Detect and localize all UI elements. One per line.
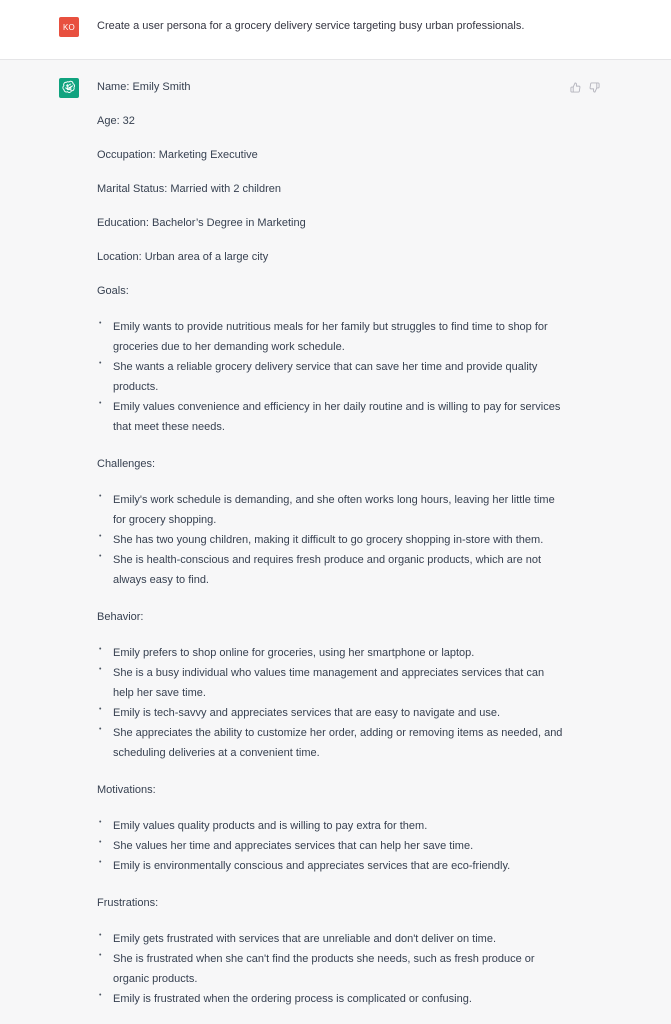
list-item: • Emily gets frustrated with services that are unreliable and don't deliver on time. (97, 929, 567, 949)
challenges-list (97, 490, 567, 590)
list-item: • She has two young children, making it difficult to go grocery shopping in-store with them. (97, 530, 567, 550)
list-item: • Emily wants to provide nutritious meals for her family but struggles to find time to shop for groceries due to her demanding work schedule. (97, 317, 567, 357)
user-message-text: Create a user persona for a grocery delivery service targeting busy urban professionals. (97, 20, 525, 32)
user-message-row (0, 0, 671, 60)
list-item: • Emily values quality products and is willing to pay extra for them. (97, 816, 567, 836)
section-title-behavior: Behavior: (97, 611, 144, 623)
list-item: • Emily prefers to shop online for groceries, using her smartphone or laptop. (97, 643, 567, 663)
thumbs-up-icon[interactable] (570, 80, 581, 91)
feedback-buttons (570, 80, 600, 91)
list-item: • She is frustrated when she can't find the products she needs, such as fresh produce or organic products. (97, 949, 567, 989)
list-item: • Emily's work schedule is demanding, and she often works long hours, leaving her little time for grocery shopping. (97, 490, 567, 530)
list-item: • Emily is tech-savvy and appreciates services that are easy to navigate and use. (97, 703, 567, 723)
section-title-goals: Goals: (97, 285, 129, 297)
persona-name: Name: Emily Smith (97, 81, 191, 93)
persona-age: Age: 32 (97, 115, 135, 127)
assistant-avatar (59, 78, 79, 98)
section-title-challenges: Challenges: (97, 458, 156, 470)
goals-list (97, 317, 567, 437)
assistant-message-row (0, 60, 671, 1024)
list-item: • Emily is frustrated when the ordering process is complicated or confusing. (97, 989, 567, 1009)
persona-location: Location: Urban area of a large city (97, 251, 269, 263)
persona-occupation: Occupation: Marketing Executive (97, 149, 258, 161)
list-item: • Emily values convenience and efficiency in her daily routine and is willing to pay for services that meet these needs. (97, 397, 567, 437)
list-item: • Emily is environmentally conscious and appreciates services that are eco-friendly. (97, 856, 567, 876)
list-item: • She wants a reliable grocery delivery service that can save her time and provide quality products. (97, 357, 567, 397)
section-title-frustrations: Frustrations: (97, 897, 159, 909)
section-title-motivations: Motivations: (97, 784, 156, 796)
user-avatar-initials: KO (63, 22, 75, 32)
assistant-response (97, 80, 567, 1024)
persona-marital-status: Marital Status: Married with 2 children (97, 183, 282, 195)
list-item: • She appreciates the ability to customize her order, adding or removing items as needed, and scheduling deliveries at a convenient time. (97, 723, 567, 763)
user-avatar (59, 17, 79, 37)
behavior-list (97, 643, 567, 763)
list-item: • She is health-conscious and requires fresh produce and organic products, which are not always easy to find. (97, 550, 567, 590)
thumbs-down-icon[interactable] (589, 80, 600, 91)
list-item: • She values her time and appreciates services that can help her save time. (97, 836, 567, 856)
persona-education: Education: Bachelor’s Degree in Marketing (97, 217, 306, 229)
motivations-list (97, 816, 567, 876)
openai-logo-icon (62, 80, 76, 96)
list-item: • She is a busy individual who values time management and appreciates services that can help her save time. (97, 663, 567, 703)
frustrations-list (97, 929, 567, 1009)
